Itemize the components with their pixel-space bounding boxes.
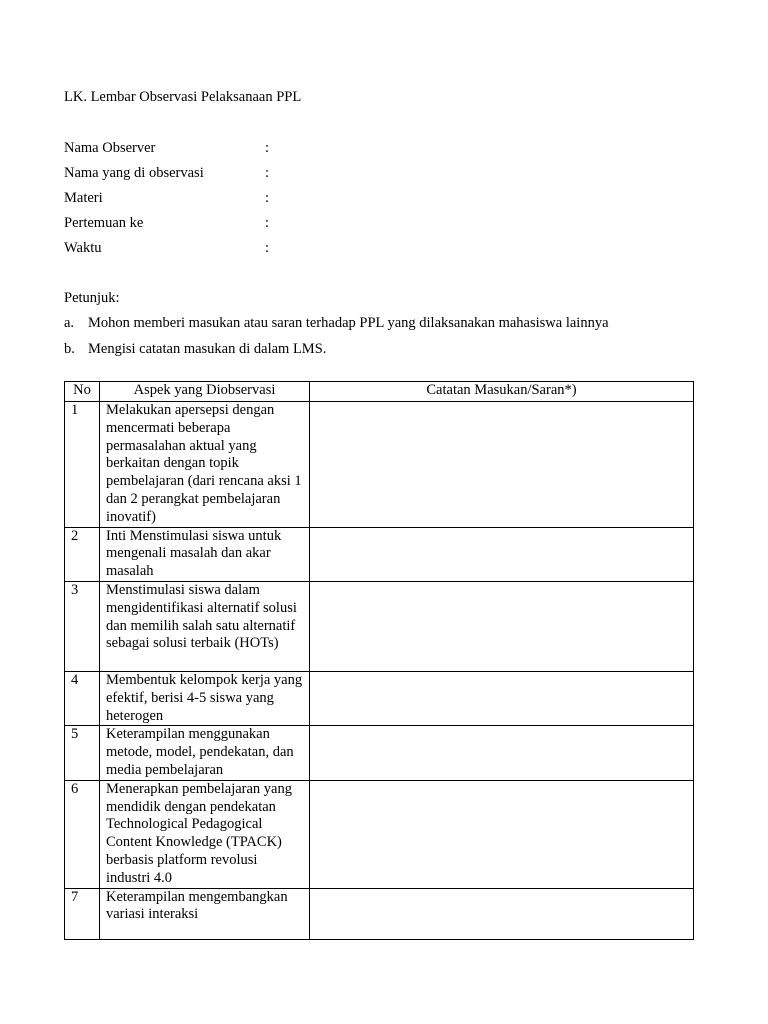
instruction-item-b [64,340,326,358]
cell-no: 6 [65,780,100,888]
cell-catatan[interactable] [310,527,694,581]
table-row [65,888,694,939]
table-header-row [65,382,694,402]
field-pertemuan-ke [64,214,270,232]
field-colon: : [265,240,270,256]
field-colon: : [265,165,270,181]
cell-aspek: Menerapkan pembelajaran yang mendidik dengan pendekatan Technological Pedagogical Content Knowledge (TPACK) berbasis platform revolusi industri 4.0 [100,780,310,888]
header-catatan: Catatan Masukan/Saran*) [310,382,694,402]
table-row [65,402,694,528]
field-nama-observer [64,139,270,157]
instruction-text: Mohon memberi masukan atau saran terhadap PPL yang dilaksanakan mahasiswa lainnya [88,315,609,331]
header-aspek: Aspek yang Diobservasi [100,382,310,402]
cell-no: 1 [65,402,100,528]
field-label: Nama yang di observasi [64,165,204,181]
cell-catatan[interactable] [310,780,694,888]
table-row [65,527,694,581]
cell-catatan[interactable] [310,402,694,528]
field-label: Pertemuan ke [64,215,144,231]
cell-aspek: Menstimulasi siswa dalam mengidentifikasi alternatif solusi dan memilih salah satu alternatif sebagai solusi terbaik (HOTs) [100,581,310,671]
cell-no: 4 [65,671,100,725]
cell-catatan[interactable] [310,726,694,780]
cell-no: 7 [65,888,100,939]
cell-catatan[interactable] [310,671,694,725]
cell-aspek: Melakukan apersepsi dengan mencermati beberapa permasalahan aktual yang berkaitan dengan topik pembelajaran (dari rencana aksi 1 dan 2 perangkat pembelajaran inovatif) [100,402,310,528]
cell-aspek: Keterampilan menggunakan metode, model, pendekatan, dan media pembelajaran [100,726,310,780]
document-title: LK. Lembar Observasi Pelaksanaan PPL [64,89,302,105]
header-no: No [65,382,100,402]
table-row [65,671,694,725]
instruction-text: Mengisi catatan masukan di dalam LMS. [88,341,327,357]
cell-aspek: Inti Menstimulasi siswa untuk mengenali masalah dan akar masalah [100,527,310,581]
cell-catatan[interactable] [310,888,694,939]
cell-aspek: Keterampilan mengembangkan variasi interaksi [100,888,310,939]
instruction-marker: b. [64,341,75,357]
petunjuk-heading: Petunjuk: [64,290,120,306]
field-label: Waktu [64,240,102,256]
field-materi [64,189,270,207]
cell-no: 2 [65,527,100,581]
table-row [65,780,694,888]
table-row [65,726,694,780]
field-label: Materi [64,190,103,206]
cell-catatan[interactable] [310,581,694,671]
field-colon: : [265,140,270,156]
cell-aspek: Membentuk kelompok kerja yang efektif, berisi 4-5 siswa yang heterogen [100,671,310,725]
instruction-item-a [64,314,609,332]
field-nama-yang-di-observasi [64,164,270,182]
field-label: Nama Observer [64,140,156,156]
field-colon: : [265,190,270,206]
observation-table [64,381,694,940]
cell-no: 5 [65,726,100,780]
field-colon: : [265,215,270,231]
table-row [65,581,694,671]
instruction-marker: a. [64,315,75,331]
cell-no: 3 [65,581,100,671]
field-waktu [64,239,270,257]
